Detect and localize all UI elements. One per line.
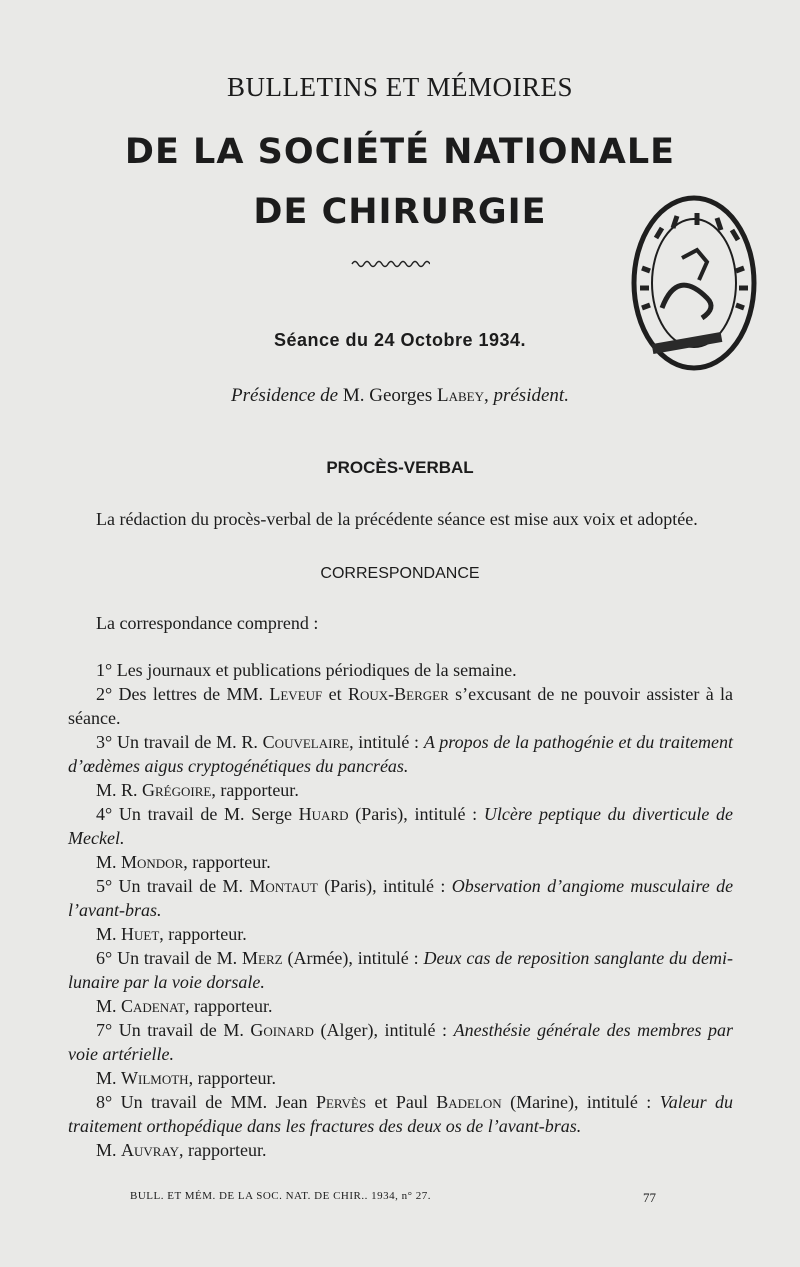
rapporteur-name: Auvray: [121, 1140, 180, 1160]
rapporteur-line: [68, 922, 733, 946]
list-item: 1° Les journaux et publications périodiques de la semaine.: [96, 660, 517, 680]
list-item: [68, 1018, 733, 1066]
author-name: Badelon: [436, 1092, 502, 1112]
author-name: Merz: [242, 948, 283, 968]
item-text: 6° Un travail de M.: [96, 948, 238, 968]
proces-verbal-text: La rédaction du procès-verbal de la précédente séance est mise aux voix et adoptée.: [96, 509, 698, 529]
author-name: Goinard: [250, 1020, 314, 1040]
work-title: Valeur du traitement orthopédique dans les fractures des deux os de l’avant-bras.: [68, 1092, 734, 1136]
president-title: président.: [493, 385, 569, 406]
work-title: Observation d’angiome musculaire de l’avant-bras.: [68, 876, 734, 920]
item-text: , intitulé :: [349, 732, 420, 752]
item-text: (Armée), intitulé :: [287, 948, 419, 968]
item-text: M. R.: [96, 780, 138, 800]
item-text: (Paris), intitulé :: [355, 804, 478, 824]
item-text: 7° Un travail de M.: [96, 1020, 244, 1040]
list-item: [68, 730, 733, 778]
ornament-rule-icon: [350, 256, 430, 272]
rapporteur-line: [68, 1138, 733, 1162]
session-date: Séance du 24 Octobre 1934.: [273, 330, 527, 350]
item-text: et: [328, 684, 342, 704]
journal-footer: BULL. ET MÉM. DE LA SOC. NAT. DE CHIR.. 1934, n° 27.: [130, 1190, 432, 1202]
list-item: [68, 1090, 733, 1138]
item-text: 3° Un travail de M. R.: [96, 732, 258, 752]
rapporteur-name: Wilmoth: [121, 1068, 189, 1088]
item-text: 4° Un travail de M. Serge: [96, 804, 292, 824]
presidency-label: Présidence de: [231, 385, 339, 406]
work-title: A propos de la pathogénie et du traitement d’œdèmes aigus cryptogénétiques du pancréas.: [68, 732, 734, 776]
list-item: [68, 874, 733, 922]
rapporteur-name: Grégoire: [142, 780, 212, 800]
president-surname: Labey: [436, 385, 484, 406]
library-stamp-icon: [622, 188, 770, 383]
item-text: , rapporteur.: [183, 852, 271, 872]
item-text: s’excusant de ne pouvoir assister à la séance.: [68, 684, 734, 728]
item-text: , rapporteur.: [188, 1068, 277, 1088]
proces-verbal-heading: PROCÈS-VERBAL: [326, 458, 474, 477]
author-name: Huard: [298, 804, 349, 824]
rapporteur-line: [68, 994, 733, 1018]
president-firstname: M. Georges: [342, 385, 433, 406]
list-item: [68, 802, 733, 850]
work-title: Deux cas de reposition sanglante du demi-lunaire par la voie dorsale.: [68, 948, 734, 992]
item-text: , rapporteur.: [179, 1140, 267, 1160]
item-text: 5° Un travail de M.: [96, 876, 244, 896]
rapporteur-name: Huet: [121, 924, 160, 944]
proces-verbal-section: [68, 507, 733, 531]
author-name: Leveuf: [269, 684, 323, 704]
author-name: Montaut: [249, 876, 318, 896]
rapporteur-line: [68, 850, 733, 874]
item-text: M.: [96, 1068, 117, 1088]
correspondance-heading: CORRESPONDANCE: [320, 565, 480, 582]
item-text: 2° Des lettres de MM.: [96, 684, 264, 704]
work-title: Ulcère peptique du diverticule de Meckel.: [68, 804, 734, 848]
correspondance-section: [68, 611, 733, 1162]
item-text: M.: [96, 852, 117, 872]
correspondance-intro: La correspondance comprend :: [96, 613, 319, 633]
presidency-line: [0, 385, 800, 407]
journal-title-line3: DE CHIRURGIE: [253, 192, 547, 232]
item-text: (Paris), intitulé :: [324, 876, 446, 896]
rapporteur-name: Cadenat: [121, 996, 186, 1016]
work-title: Anesthésie générale des membres par voie artérielle.: [68, 1020, 734, 1064]
item-text: , rapporteur.: [159, 924, 247, 944]
list-item: [68, 682, 733, 730]
item-text: M.: [96, 1140, 117, 1160]
presidency-comma: ,: [483, 385, 489, 406]
list-item: [68, 946, 733, 994]
item-text: 8° Un travail de MM. Jean: [96, 1092, 308, 1112]
item-text: , rapporteur.: [211, 780, 299, 800]
author-name: Pervès: [315, 1092, 367, 1112]
item-text: et Paul: [374, 1092, 428, 1112]
item-text: M.: [96, 996, 117, 1016]
page-number: 77: [643, 1190, 656, 1205]
author-name: Roux-Berger: [347, 684, 449, 704]
author-name: Couvelaire: [262, 732, 350, 752]
rapporteur-line: [68, 778, 733, 802]
journal-title-line2: DE LA SOCIÉTÉ NATIONALE: [124, 132, 676, 172]
item-text: , rapporteur.: [185, 996, 273, 1016]
journal-title-line1: BULLETINS ET MÉMOIRES: [227, 72, 573, 102]
item-text: (Marine), intitulé :: [510, 1092, 652, 1112]
rapporteur-line: [68, 1066, 733, 1090]
item-text: M.: [96, 924, 117, 944]
rapporteur-name: Mondor: [121, 852, 184, 872]
item-text: (Alger), intitulé :: [320, 1020, 448, 1040]
